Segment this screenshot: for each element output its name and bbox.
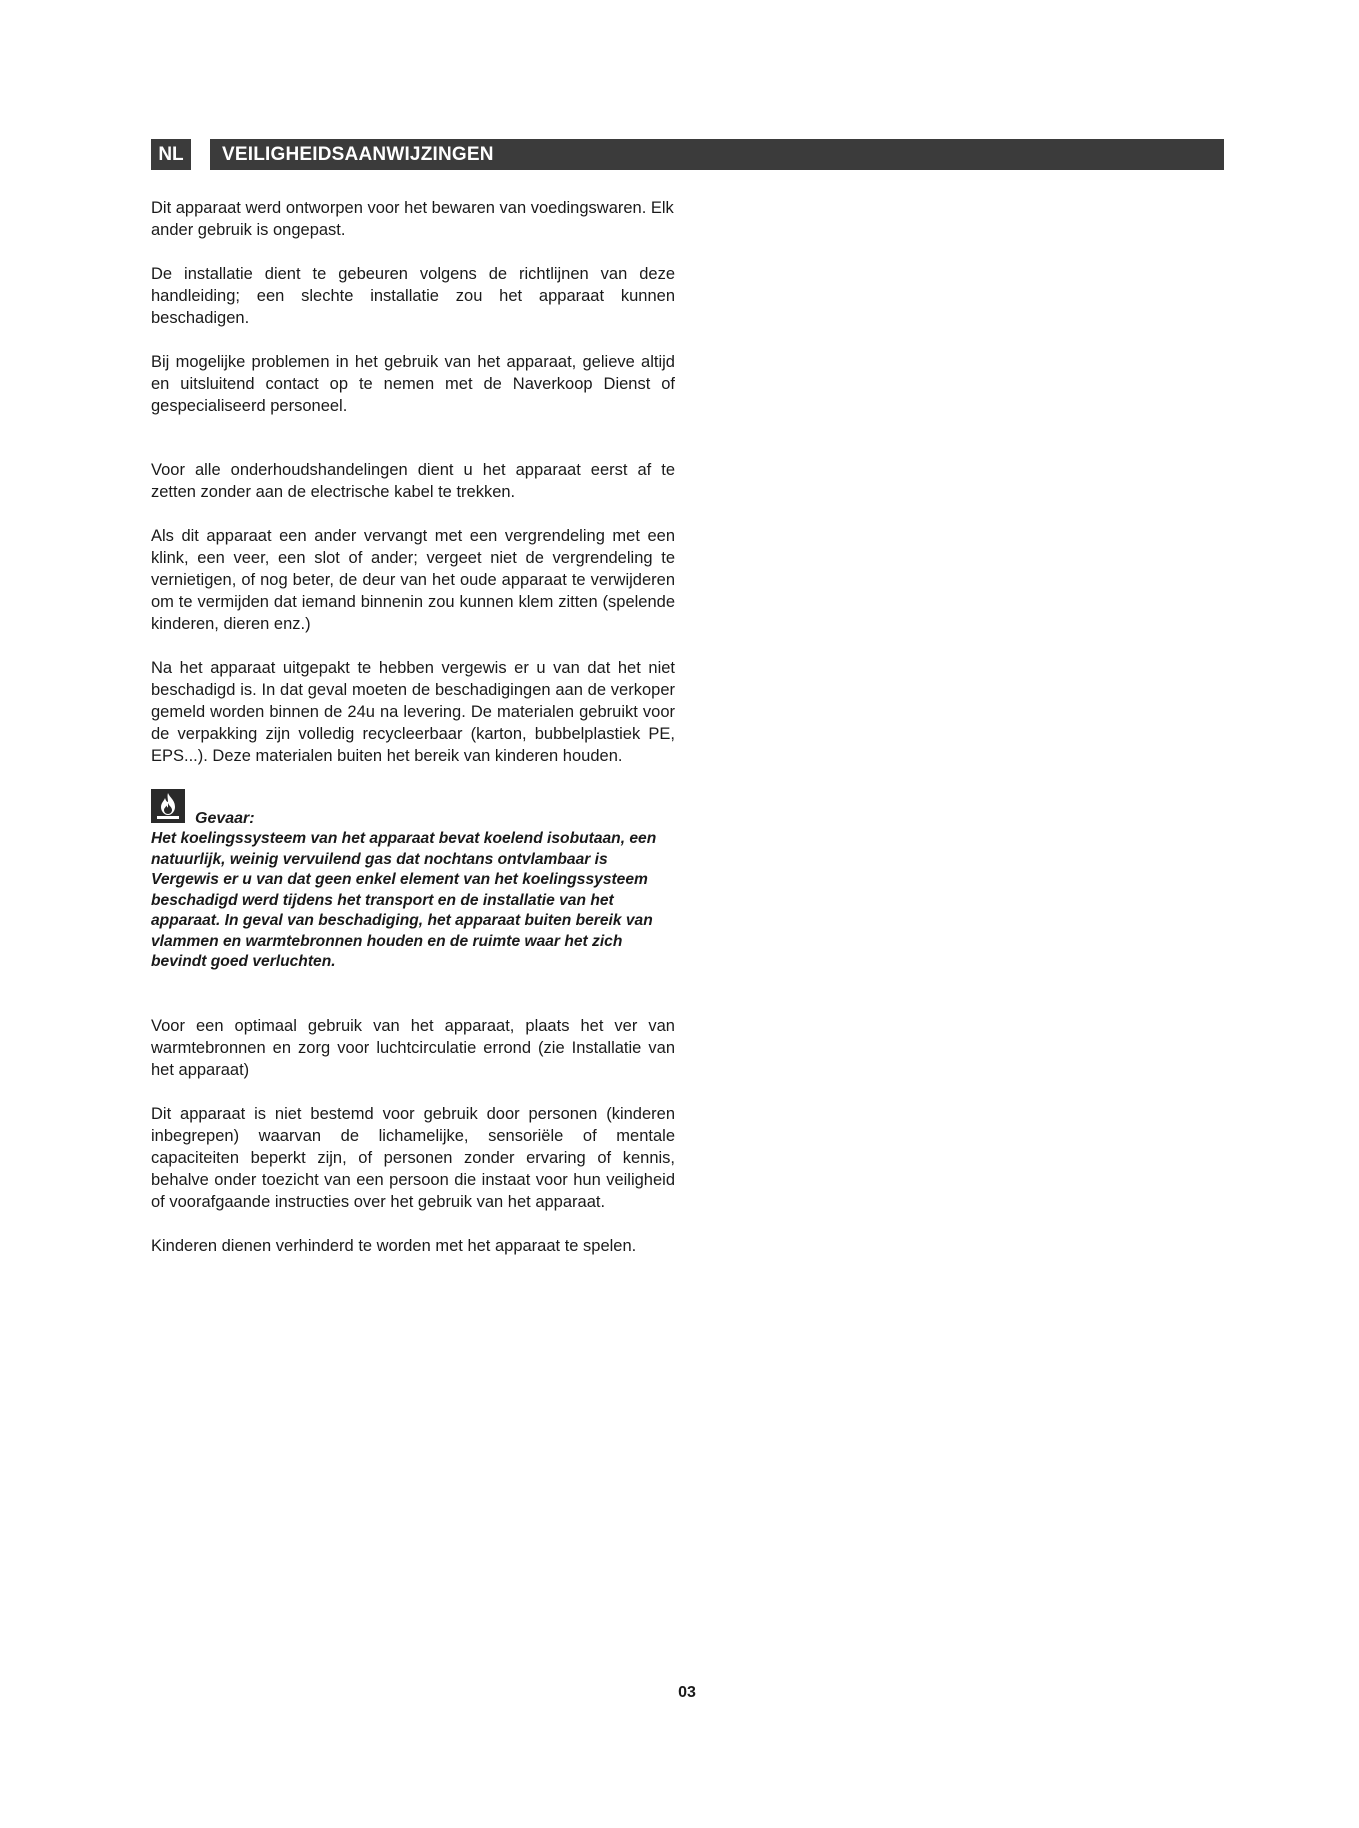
paragraph-problems: Bij mogelijke problemen in het gebruik van het apparaat, gelieve altijd en uitsluitend contact op te nemen met de Naverkoop Dienst of gespecialiseerd personeel.: [151, 353, 675, 415]
paragraph-installation: De installatie dient te gebeuren volgens de richtlijnen van deze handleiding; een slechte installatie zou het apparaat kunnen beschadigen.: [151, 265, 675, 327]
paragraph-maintenance: Voor alle onderhoudshandelingen dient u het apparaat eerst af te zetten zonder aan de electrische kabel te trekken.: [151, 461, 675, 501]
paragraph-unpacking: Na het apparaat uitgepakt te hebben vergewis er u van dat het niet beschadigd is. In dat geval moeten de beschadigingen aan de verkoper gemeld worden binnen de 24u na levering. De materialen gebruikt voor de verpakking zijn volledig recycleerbaar (karton, bubbelplastiek PE, EPS...). Deze materialen buiten het bereik van kinderen houden.: [151, 659, 675, 765]
warning-label: Gevaar:: [195, 810, 255, 827]
content-column: [151, 197, 675, 1279]
paragraph-children: Kinderen dienen verhinderd te worden met het apparaat te spelen.: [151, 1236, 637, 1255]
flame-icon: [151, 789, 185, 823]
paragraph-placement: Voor een optimaal gebruik van het apparaat, plaats het ver van warmtebronnen en zorg voor luchtcirculatie errond (zie Installatie van het apparaat): [151, 1016, 675, 1079]
language-badge: NL: [151, 139, 191, 170]
paragraph-restricted-persons: Dit apparaat is niet bestemd voor gebruik door personen (kinderen inbegrepen) waarvan de lichamelijke, sensoriële of mentale capaciteiten beperkt zijn, of personen zonder ervaring of kennis, behalve onder toezicht van een persoon die instaat voor hun veiligheid of voorafgaande instructies over het gebruik van het apparaat.: [151, 1104, 675, 1211]
section-header: [151, 139, 1224, 170]
warning-heading: [151, 789, 675, 827]
paragraph-old-appliance: Als dit apparaat een ander vervangt met een vergrendeling met een klink, een veer, een slot of ander; vergeet niet de vergrendeling te vernietigen, of nog beter, de deur van het oude apparaat te verwijderen om te vermijden dat iemand binnenin zou kunnen klem zitten (spelende kinderen, dieren enz.): [151, 527, 675, 633]
section-title: VEILIGHEIDSAANWIJZINGEN: [210, 139, 1224, 170]
warning-text: Het koelingssysteem van het apparaat bevat koelend isobutaan, een natuurlijk, weinig vervuilend gas dat nochtans ontvlambaar is Vergewis er u van dat geen enkel element van het koelingssysteem beschadigd werd tijdens het transport en de installatie van het apparaat. In geval van beschadiging, het apparaat buiten bereik van vlammen en warmtebronnen houden en de ruimte waar het zich bevindt goed verluchten.: [151, 830, 657, 970]
paragraph-intended-use: Dit apparaat werd ontworpen voor het bewaren van voedingswaren. Elk ander gebruik is ongepast.: [151, 199, 674, 239]
danger-warning: [151, 789, 675, 973]
page-number: 03: [678, 1684, 696, 1701]
